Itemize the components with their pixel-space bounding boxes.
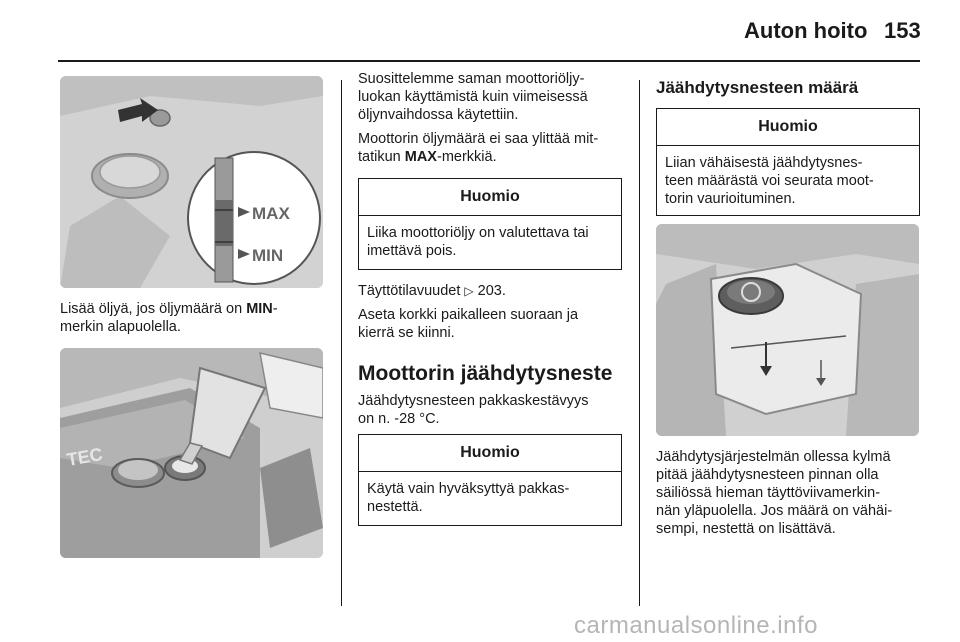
text-line: sempi, nestettä on lisättävä. (656, 521, 836, 537)
paragraph-cap (358, 306, 628, 342)
text-line: luokan käyttämistä kuin viimeisessä (358, 89, 588, 105)
notice-box-low-coolant (656, 108, 920, 216)
text-fragment: tatikun (358, 149, 405, 165)
text-fragment: Täyttötilavuudet (358, 283, 465, 299)
running-header-title: Auton hoito (744, 18, 868, 43)
text-line: kierrä se kiinni. (358, 325, 455, 341)
section-heading-coolant-level: Jäähdytysnesteen määrä (656, 78, 859, 97)
section-heading-coolant: Moottorin jäähdytysneste (358, 362, 613, 385)
text-line: nän yläpuolella. Jos määrä on vähäi- (656, 503, 893, 519)
text-line: Suosittelemme saman moottoriöljy- (358, 71, 585, 87)
middle-text-mid (358, 282, 628, 348)
middle-text-top (358, 70, 628, 172)
text-line: nestettä. (367, 499, 423, 515)
coolant-reservoir-illustration-art (656, 224, 919, 436)
notice-box-excess-oil (358, 178, 622, 270)
oil-filling-illustration-art (60, 348, 323, 558)
notice-title: Huomio (359, 179, 621, 216)
page-number: 153 (884, 18, 921, 43)
paragraph-capacities (358, 282, 628, 300)
paragraph-max-level (358, 130, 628, 166)
text-line: Käytä vain hyväksyttyä pakkas- (367, 481, 570, 497)
right-text (656, 448, 926, 544)
text-line: torin vaurioituminen. (665, 191, 796, 207)
middle-text-coolant (358, 392, 628, 434)
text-line: Liian vähäisestä jäähdytysnes- (665, 155, 863, 171)
column-divider-1 (341, 80, 342, 606)
left-text (60, 300, 330, 342)
page-reference-link[interactable]: 203. (473, 283, 506, 299)
dipstick-illustration (60, 76, 323, 288)
page-reference-icon[interactable]: ▷ (464, 284, 474, 298)
paragraph-add-oil (60, 300, 330, 336)
engine-badge-text: TEC (65, 443, 105, 470)
notice-title: Huomio (657, 109, 919, 146)
bold-max: MAX (404, 149, 437, 165)
paragraph-recommend-oil (358, 70, 628, 124)
notice-box-approved-coolant (358, 434, 622, 526)
text-fragment: merkin alapuolella. (60, 319, 181, 335)
notice-body (657, 146, 919, 214)
text-line: Liika moottoriöljy on valutettava tai (367, 225, 589, 241)
notice-body (359, 472, 621, 522)
min-label: MIN (252, 246, 284, 265)
dipstick-illustration-art (60, 76, 323, 288)
text-line: Jäähdytysjärjestelmän ollessa kylmä (656, 449, 891, 465)
max-label: MAX (252, 204, 290, 223)
text-fragment: - (272, 301, 278, 317)
text-line: teen määrästä voi seurata moot- (665, 173, 874, 189)
text-line: säiliössä hieman täyttöviivamerkin- (656, 485, 881, 501)
text-line: Moottorin öljymäärä ei saa ylittää mit- (358, 131, 599, 147)
text-line: Jäähdytysnesteen pakkaskestävyys (358, 393, 589, 409)
text-line: imettävä pois. (367, 243, 457, 259)
notice-title: Huomio (359, 435, 621, 472)
watermark: carmanualsonline.info (574, 612, 818, 639)
column-divider-2 (639, 80, 640, 606)
text-line: pitää jäähdytysnesteen pinnan olla (656, 467, 879, 483)
oil-filling-illustration (60, 348, 323, 558)
text-line: on n. -28 °C. (358, 411, 440, 427)
paragraph-antifreeze (358, 392, 628, 428)
text-fragment: -merkkiä. (436, 149, 497, 165)
paragraph-coolant-level (656, 448, 926, 538)
notice-body (359, 216, 621, 266)
bold-min: MIN (246, 301, 273, 317)
text-line: öljynvaihdossa käytettiin. (358, 107, 519, 123)
coolant-reservoir-illustration (656, 224, 919, 436)
text-fragment: Lisää öljyä, jos öljymäärä on (60, 301, 247, 317)
header-rule (58, 60, 920, 62)
text-line: Aseta korkki paikalleen suoraan ja (358, 307, 579, 323)
